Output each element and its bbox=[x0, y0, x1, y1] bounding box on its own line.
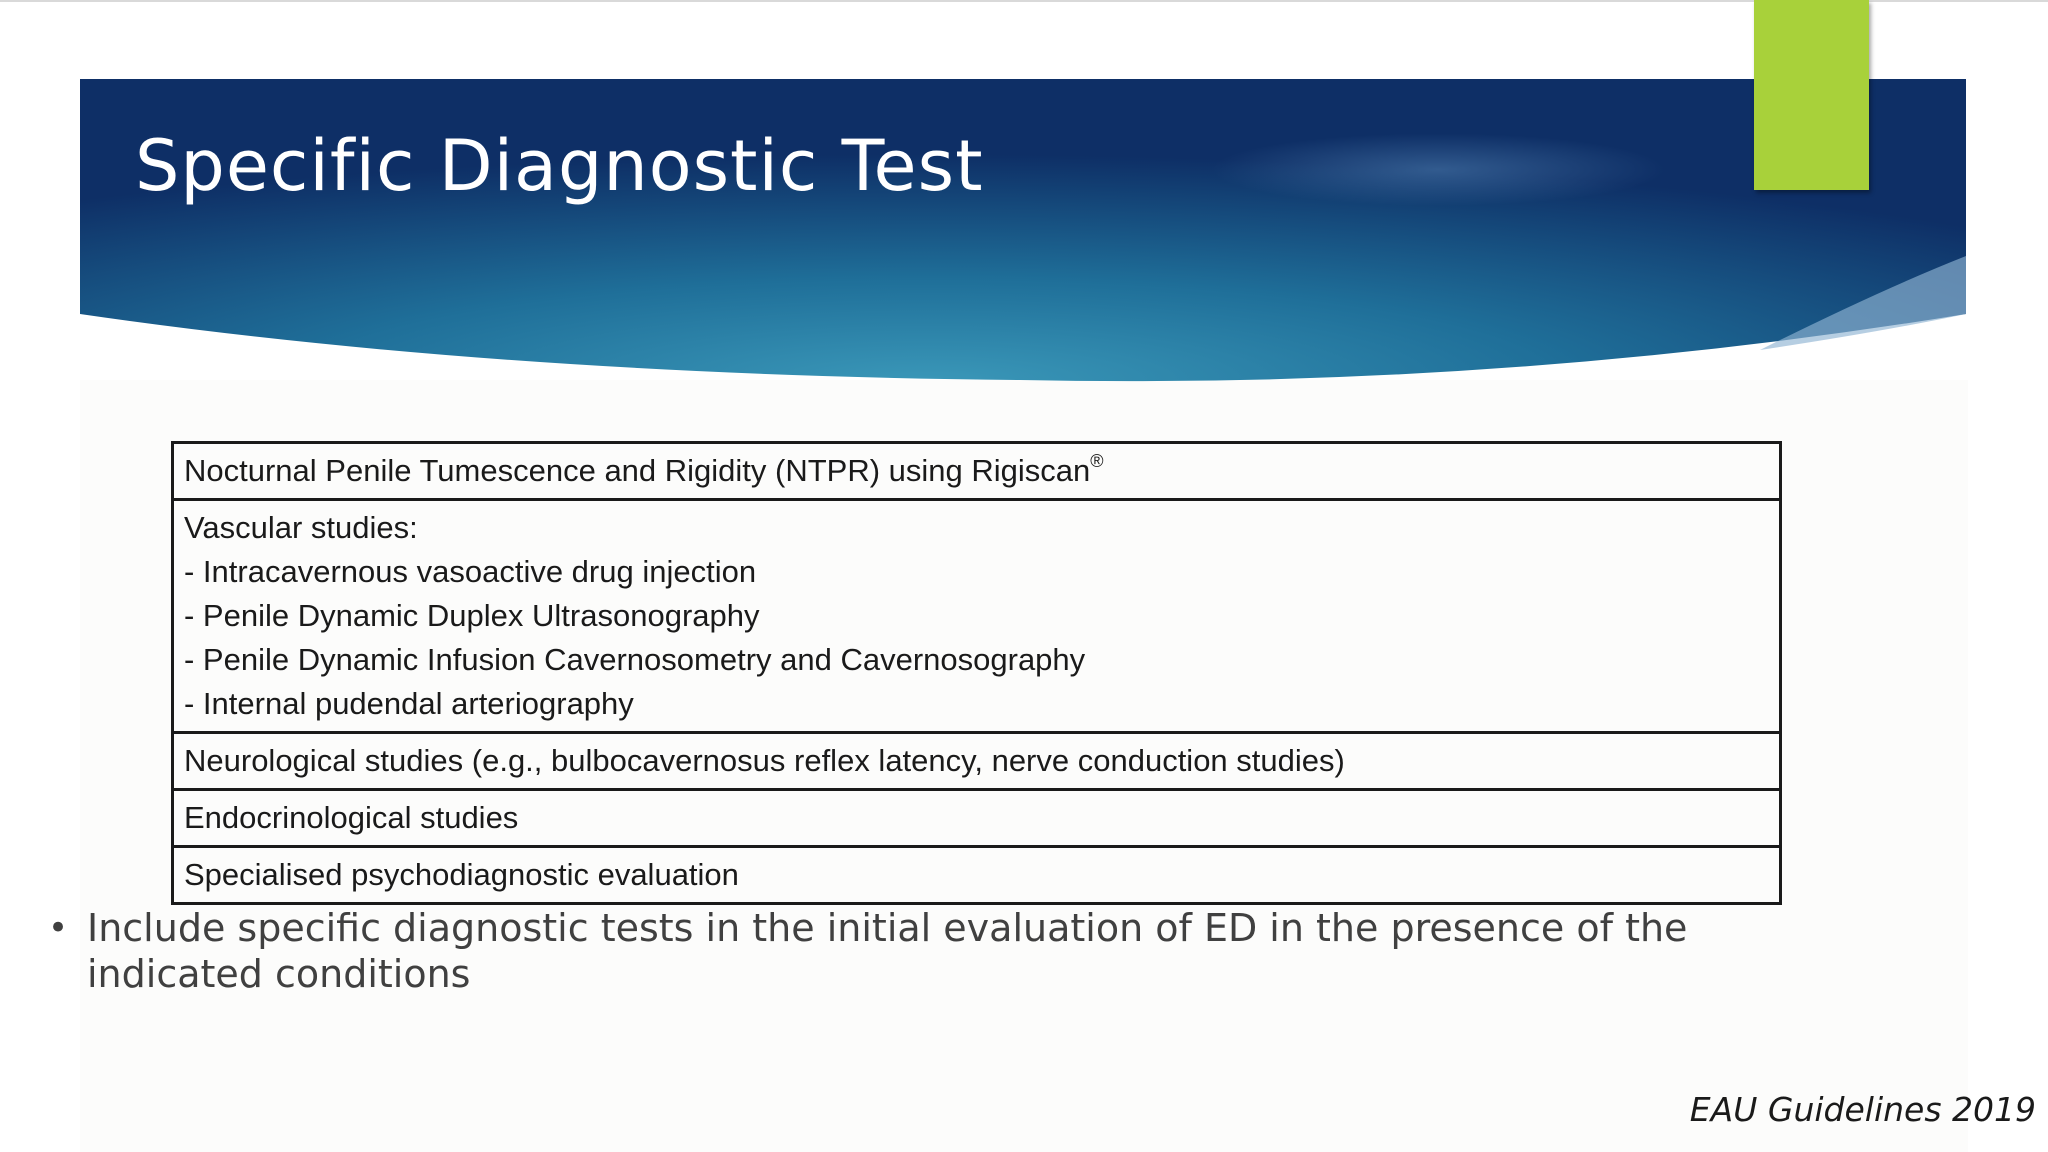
table-cell bbox=[173, 847, 1781, 904]
bullet-item: Include specific diagnostic tests in the initial evaluation of ED in the presence of the indicated conditions bbox=[87, 906, 1688, 996]
accent-bar bbox=[1754, 0, 1869, 190]
table-cell bbox=[173, 733, 1781, 790]
table-cell-line: Nocturnal Penile Tumescence and Rigidity (NTPR) using Rigiscan bbox=[184, 453, 1091, 488]
table-cell-line: Specialised psychodiagnostic evaluation bbox=[184, 857, 739, 892]
bullet-marker: • bbox=[48, 908, 69, 948]
table-cell-line: Endocrinological studies bbox=[184, 800, 519, 835]
table-cell-line: - Internal pudendal arteriography bbox=[184, 686, 634, 721]
table-row bbox=[173, 790, 1781, 847]
registered-mark: ® bbox=[1090, 451, 1104, 471]
table-row bbox=[173, 500, 1781, 733]
citation: EAU Guidelines 2019 bbox=[1689, 1090, 2036, 1129]
table-cell-line: - Penile Dynamic Infusion Cavernosometry and Cavernosography bbox=[184, 642, 1086, 677]
table-row bbox=[173, 443, 1781, 500]
table-cell bbox=[173, 790, 1781, 847]
table-cell-line: Vascular studies: bbox=[184, 510, 418, 545]
table-cell bbox=[173, 500, 1781, 733]
table-cell-line: - Intracavernous vasoactive drug injection bbox=[184, 554, 757, 589]
table-row bbox=[173, 847, 1781, 904]
table-cell-line: Neurological studies (e.g., bulbocavernosus reflex latency, nerve conduction studies) bbox=[184, 743, 1345, 778]
table-row bbox=[173, 733, 1781, 790]
table-cell bbox=[173, 443, 1781, 500]
slide-title: Specific Diagnostic Test bbox=[135, 125, 984, 207]
table-cell-line: - Penile Dynamic Duplex Ultrasonography bbox=[184, 598, 760, 633]
diagnostic-tests-table bbox=[171, 441, 1782, 905]
bullet-list bbox=[48, 905, 1748, 997]
